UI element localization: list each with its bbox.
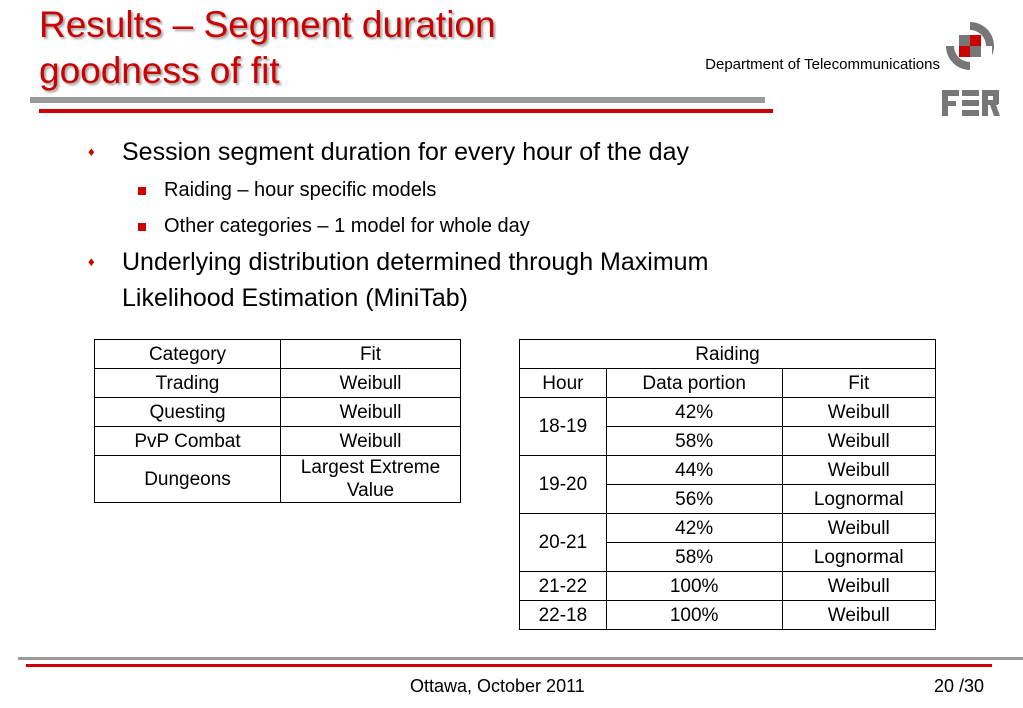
header-cell: Category	[95, 340, 281, 369]
fer-wordmark	[942, 90, 1000, 116]
square-bullet-icon	[138, 223, 146, 231]
table-row	[520, 514, 936, 543]
title-line-1: Results – Segment duration	[39, 4, 496, 45]
footer-red-rule	[26, 664, 992, 667]
fer-logo	[936, 18, 1004, 120]
header-gray-rule	[30, 97, 765, 103]
portion-cell: 42%	[606, 398, 782, 427]
footer-location-date: Ottawa, October 2011	[410, 676, 585, 696]
fit-cell: Weibull	[281, 427, 461, 456]
table-row	[95, 427, 461, 456]
diamond-bullet-icon: ♦	[88, 144, 95, 159]
square-bullet-icon	[138, 187, 146, 195]
category-cell: Questing	[95, 398, 281, 427]
table-row	[95, 369, 461, 398]
fit-cell: Weibull	[782, 514, 936, 543]
title-line-2: goodness of fit	[39, 50, 280, 91]
fit-cell: Largest Extreme Value	[281, 456, 461, 503]
table-title-cell: Raiding	[520, 340, 936, 369]
fit-cell: Weibull	[782, 456, 936, 485]
portion-cell: 58%	[606, 427, 782, 456]
fit-cell: Weibull	[782, 572, 936, 601]
slide-title	[39, 2, 496, 94]
category-fit-table	[94, 339, 461, 503]
diamond-bullet-icon: ♦	[88, 254, 95, 269]
sub-bullet-text: Raiding – hour specific models	[164, 179, 437, 201]
table-header-row	[520, 369, 936, 398]
category-cell: PvP Combat	[95, 427, 281, 456]
table-title-row	[520, 340, 936, 369]
fit-cell: Weibull	[782, 601, 936, 630]
portion-cell: 100%	[606, 572, 782, 601]
department-label: Department of Telecommunications	[705, 56, 940, 73]
portion-cell: 44%	[606, 456, 782, 485]
portion-cell: 100%	[606, 601, 782, 630]
table-row	[95, 398, 461, 427]
bullet-text-line-1: Underlying distribution determined through Maximum	[122, 248, 709, 276]
hour-cell: 20-21	[520, 514, 607, 572]
bullet-item	[88, 244, 888, 316]
bullet-text-line-2: Likelihood Estimation (MiniTab)	[122, 284, 468, 312]
footer-gray-rule	[18, 657, 1023, 660]
table-row	[520, 601, 936, 630]
hour-cell: 21-22	[520, 572, 607, 601]
table-row	[520, 456, 936, 485]
sub-bullet-item	[88, 172, 888, 208]
portion-cell: 58%	[606, 543, 782, 572]
fit-cell: Weibull	[782, 398, 936, 427]
table-row	[520, 572, 936, 601]
table-row	[520, 398, 936, 427]
header-cell: Data portion	[606, 369, 782, 398]
category-cell: Dungeons	[95, 456, 281, 503]
fit-cell: Lognormal	[782, 485, 936, 514]
header-cell: Hour	[520, 369, 607, 398]
header-cell: Fit	[281, 340, 461, 369]
hour-cell: 19-20	[520, 456, 607, 514]
fit-cell: Weibull	[782, 427, 936, 456]
header-red-rule	[39, 109, 773, 113]
category-cell: Trading	[95, 369, 281, 398]
fer-emblem-icon	[944, 22, 994, 70]
portion-cell: 56%	[606, 485, 782, 514]
bullet-list	[88, 134, 888, 318]
hour-cell: 22-18	[520, 601, 607, 630]
raiding-fit-table	[519, 339, 936, 630]
sub-bullet-item	[88, 208, 888, 244]
hour-cell: 18-19	[520, 398, 607, 456]
bullet-item	[88, 134, 888, 170]
bullet-text: Session segment duration for every hour of the day	[122, 138, 689, 166]
portion-cell: 42%	[606, 514, 782, 543]
header-cell: Fit	[782, 369, 936, 398]
fit-cell: Weibull	[281, 398, 461, 427]
page-number: 20 /30	[933, 676, 984, 696]
table-header-row	[95, 340, 461, 369]
fit-cell: Lognormal	[782, 543, 936, 572]
sub-bullet-text: Other categories – 1 model for whole day	[164, 215, 530, 237]
fit-cell: Weibull	[281, 369, 461, 398]
table-row	[95, 456, 461, 503]
